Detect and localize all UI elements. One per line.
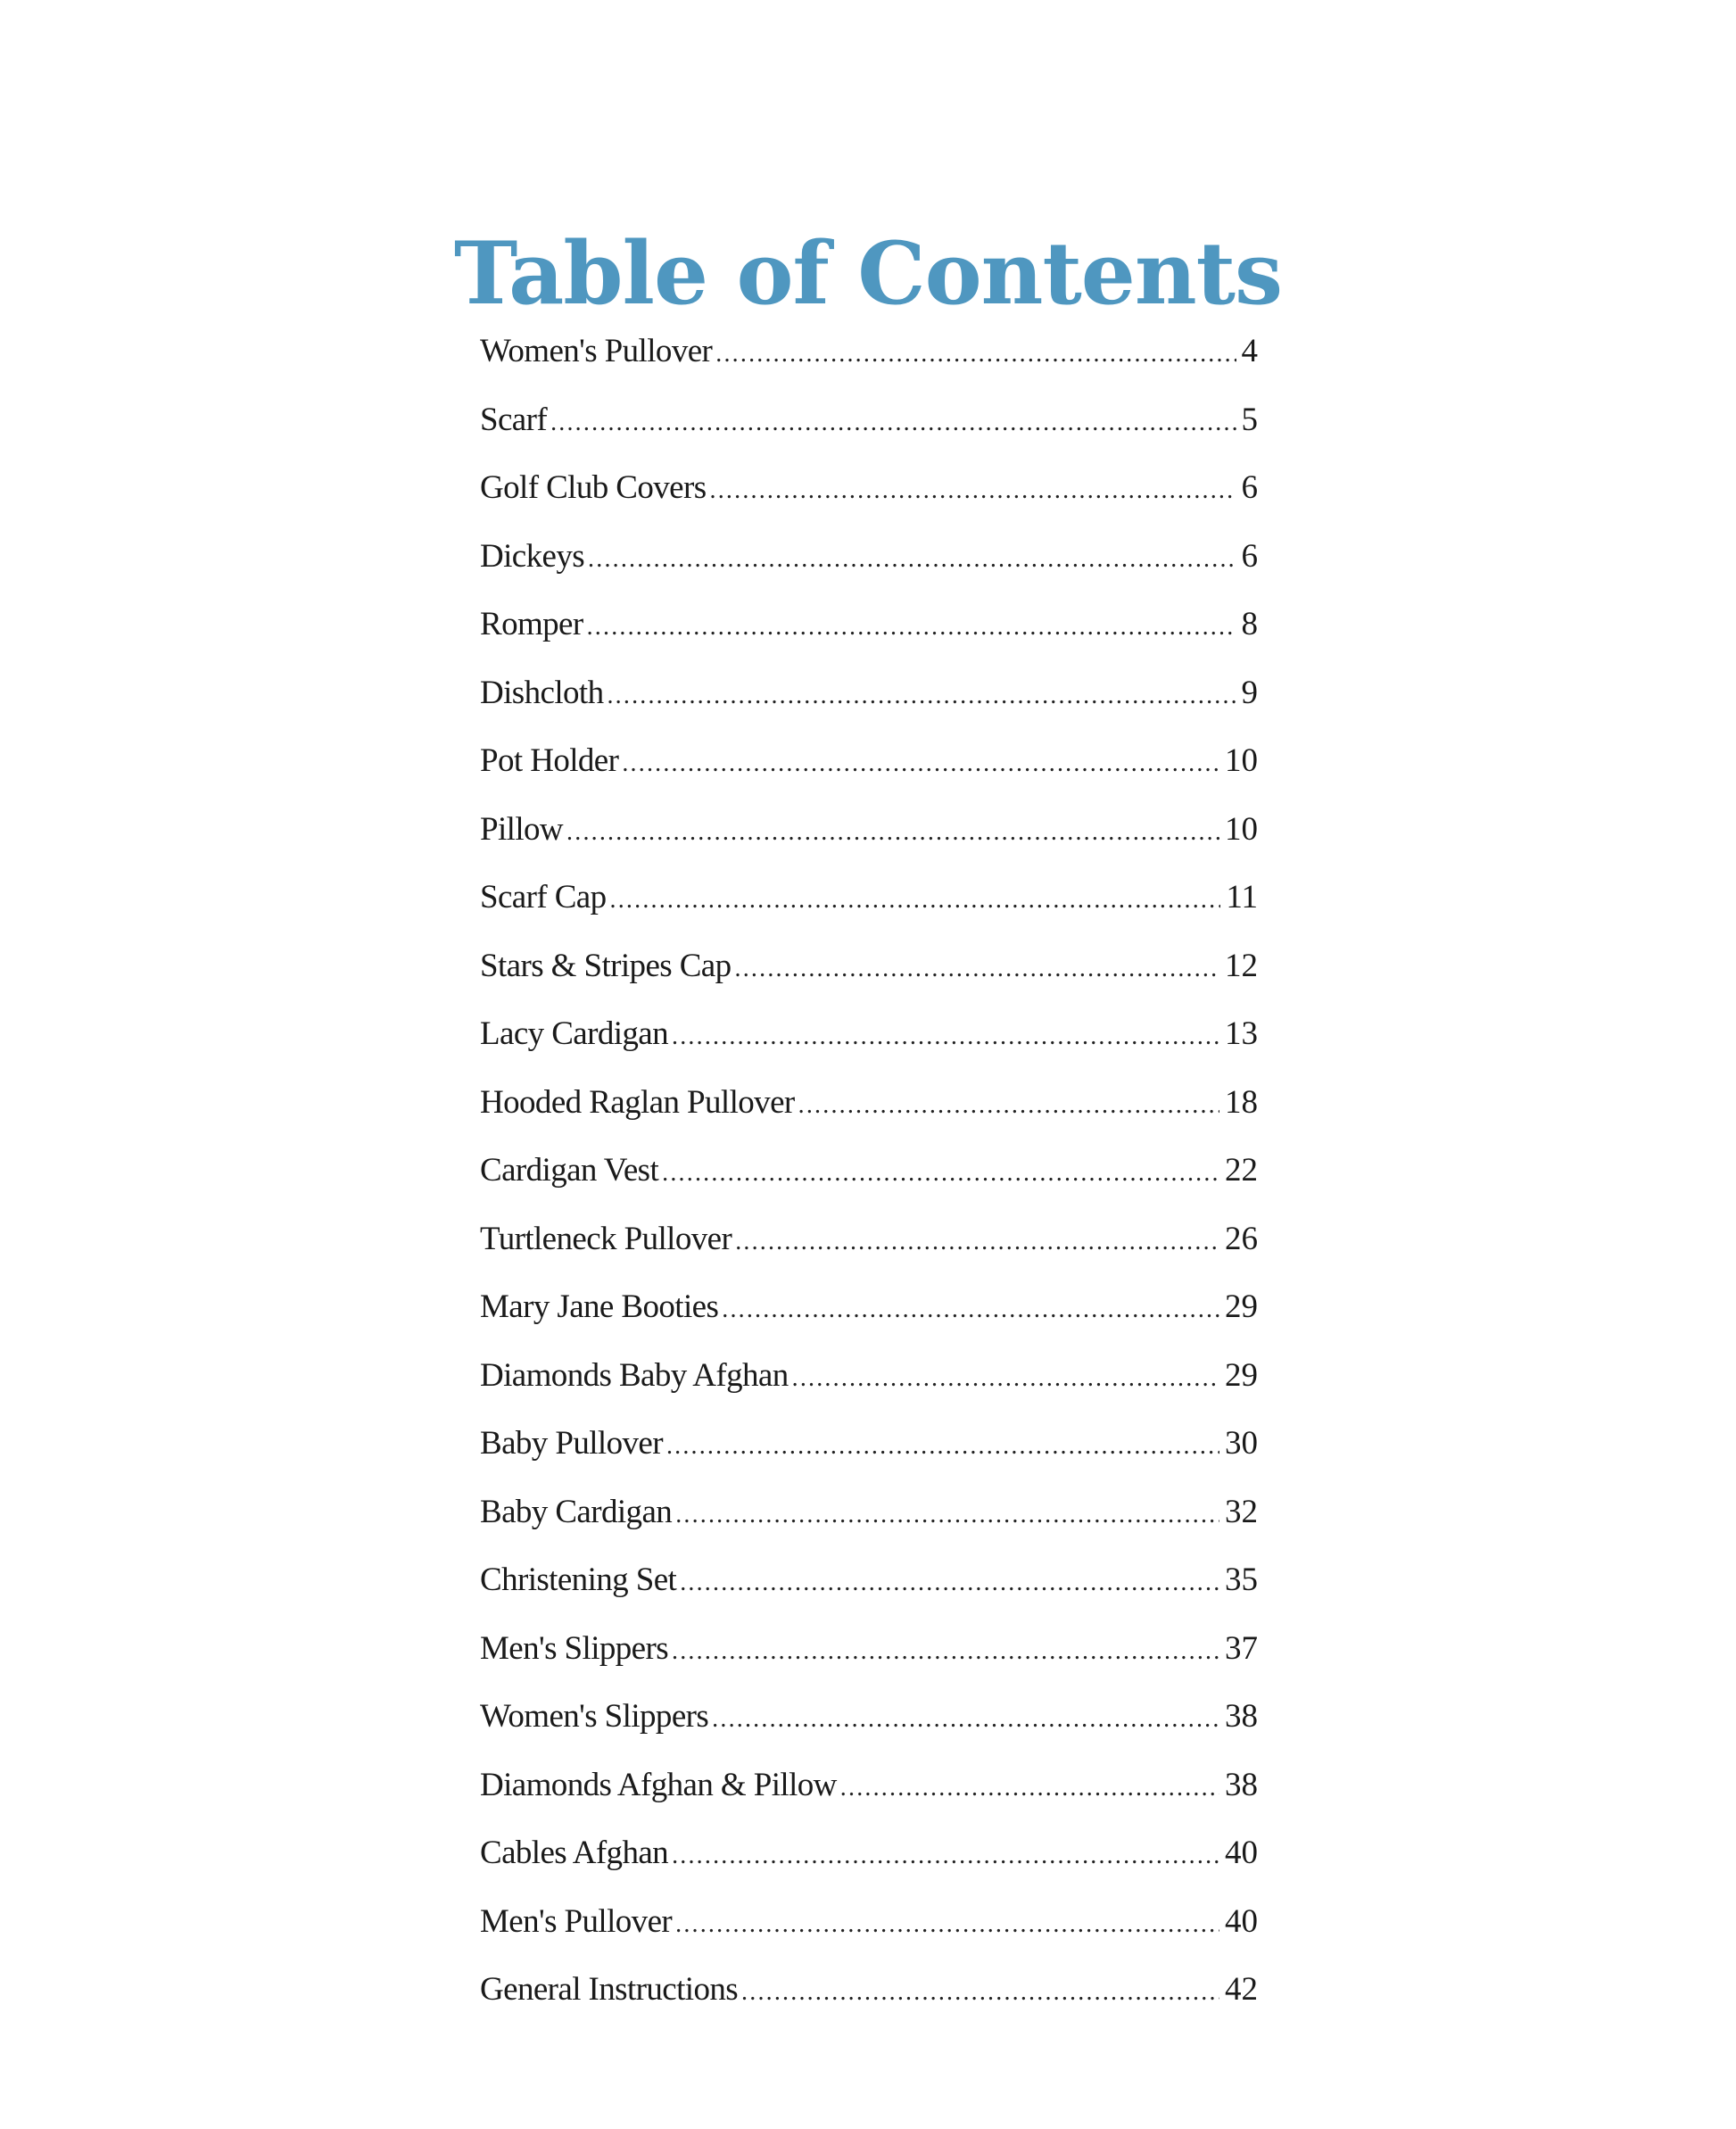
toc-entry-page-number: 8 (1241, 606, 1258, 642)
dot-leader (662, 1139, 1219, 1208)
toc-entry-title: Stars & Stripes Cap (480, 947, 732, 984)
toc-entry-page-number: 40 (1225, 1835, 1258, 1871)
toc-entry[interactable] (480, 591, 1258, 659)
toc-entry[interactable] (480, 1615, 1258, 1684)
toc-entry-title: Pillow (480, 810, 564, 848)
toc-entry[interactable] (480, 796, 1258, 865)
toc-entry-title: Cardigan Vest (480, 1152, 659, 1189)
toc-entry-title: Golf Club Covers (480, 469, 707, 506)
dot-leader (675, 1481, 1219, 1550)
dot-leader (550, 389, 1236, 458)
toc-entry-title: General Instructions (480, 1971, 739, 2008)
dot-leader (792, 1345, 1219, 1413)
toc-entry-title: Scarf (480, 401, 548, 438)
toc-entry-page-number: 29 (1225, 1356, 1258, 1394)
toc-entry-title: Hooded Raglan Pullover (480, 1083, 795, 1121)
dot-leader (735, 1208, 1219, 1277)
dot-leader (675, 1891, 1219, 1959)
toc-entry-title: Dickeys (480, 537, 585, 575)
toc-entry[interactable] (480, 1273, 1258, 1342)
dot-leader (666, 1412, 1219, 1481)
toc-entry-title: Men's Slippers (480, 1629, 669, 1667)
toc-entry-title: Cables Afghan (480, 1835, 669, 1871)
toc-entry-title: Scarf Cap (480, 879, 607, 915)
toc-entry-page-number: 38 (1225, 1698, 1258, 1735)
toc-entry-title: Diamonds Baby Afghan (480, 1356, 789, 1394)
dot-leader (722, 1276, 1219, 1345)
toc-entry-title: Lacy Cardigan (480, 1015, 669, 1052)
toc-entry[interactable] (480, 523, 1258, 592)
toc-entry[interactable] (480, 386, 1258, 455)
toc-entry[interactable] (480, 1069, 1258, 1138)
toc-entry-page-number: 26 (1225, 1220, 1258, 1257)
toc-entry-page-number: 38 (1225, 1766, 1258, 1803)
dot-leader (610, 866, 1221, 935)
toc-entry[interactable] (480, 727, 1258, 796)
dot-leader (735, 935, 1219, 1004)
toc-entry[interactable] (480, 1888, 1258, 1957)
dot-leader (566, 799, 1219, 867)
dot-leader (672, 1003, 1219, 1072)
toc-entry-page-number: 40 (1225, 1902, 1258, 1940)
toc-entry-page-number: 22 (1225, 1152, 1258, 1189)
dot-leader (712, 1686, 1219, 1754)
dot-leader (741, 1959, 1219, 2027)
dot-leader (588, 526, 1236, 594)
dot-leader (587, 593, 1236, 662)
toc-entry[interactable] (480, 659, 1258, 728)
toc-entry-title: Baby Pullover (480, 1425, 663, 1462)
toc-entry-page-number: 12 (1225, 947, 1258, 984)
toc-entry-page-number: 6 (1241, 469, 1258, 506)
dot-leader (715, 320, 1236, 389)
toc-entry-title: Diamonds Afghan & Pillow (480, 1766, 837, 1803)
toc-entry[interactable] (480, 318, 1258, 386)
toc-entry-page-number: 29 (1225, 1288, 1258, 1325)
toc-entry-page-number: 10 (1225, 810, 1258, 848)
toc-entry-title: Women's Pullover (480, 333, 713, 369)
toc-entry[interactable] (480, 454, 1258, 523)
toc-entry-page-number: 30 (1225, 1425, 1258, 1462)
dot-leader (798, 1072, 1219, 1140)
toc-entry-title: Dishcloth (480, 674, 604, 711)
toc-entry[interactable] (480, 1683, 1258, 1752)
toc-entry[interactable] (480, 1137, 1258, 1205)
toc-entry[interactable] (480, 932, 1258, 1001)
toc-entry[interactable] (480, 1000, 1258, 1069)
toc-entry-title: Christening Set (480, 1562, 677, 1598)
toc-entry[interactable] (480, 1479, 1258, 1547)
toc-entry-title: Pot Holder (480, 742, 619, 779)
dot-leader (710, 457, 1236, 526)
dot-leader (672, 1822, 1219, 1891)
dot-leader (622, 730, 1219, 799)
dot-leader (607, 662, 1236, 731)
toc-entry-title: Mary Jane Booties (480, 1288, 719, 1325)
toc-entry[interactable] (480, 1819, 1258, 1888)
dot-leader (840, 1754, 1219, 1823)
toc-entry-page-number: 13 (1225, 1015, 1258, 1052)
toc-entry-page-number: 5 (1241, 401, 1258, 438)
dot-leader (672, 1618, 1219, 1686)
toc-entry-page-number: 6 (1241, 537, 1258, 575)
toc-entry-page-number: 32 (1225, 1493, 1258, 1530)
toc-entry-page-number: 9 (1241, 674, 1258, 711)
toc-entry-page-number: 10 (1225, 742, 1258, 779)
toc-entry-title: Baby Cardigan (480, 1493, 673, 1530)
toc-entry-page-number: 42 (1225, 1971, 1258, 2008)
toc-entry[interactable] (480, 864, 1258, 932)
toc-entry[interactable] (480, 1205, 1258, 1274)
toc-entry-title: Men's Pullover (480, 1902, 673, 1940)
toc-entry-page-number: 35 (1225, 1562, 1258, 1598)
toc-entry-page-number: 11 (1226, 879, 1258, 915)
page-title: Table of Contents (453, 223, 1283, 325)
toc-entry-page-number: 18 (1225, 1083, 1258, 1121)
toc-entry[interactable] (480, 1342, 1258, 1411)
dot-leader (680, 1549, 1219, 1618)
toc-entry-title: Turtleneck Pullover (480, 1220, 732, 1257)
table-of-contents (480, 318, 1258, 2025)
toc-entry[interactable] (480, 1410, 1258, 1479)
toc-entry-title: Romper (480, 606, 583, 642)
toc-entry[interactable] (480, 1546, 1258, 1615)
toc-entry-page-number: 37 (1225, 1629, 1258, 1667)
toc-entry[interactable] (480, 1752, 1258, 1820)
toc-entry-page-number: 4 (1241, 333, 1258, 369)
toc-entry[interactable] (480, 1956, 1258, 2025)
toc-entry-title: Women's Slippers (480, 1698, 709, 1735)
